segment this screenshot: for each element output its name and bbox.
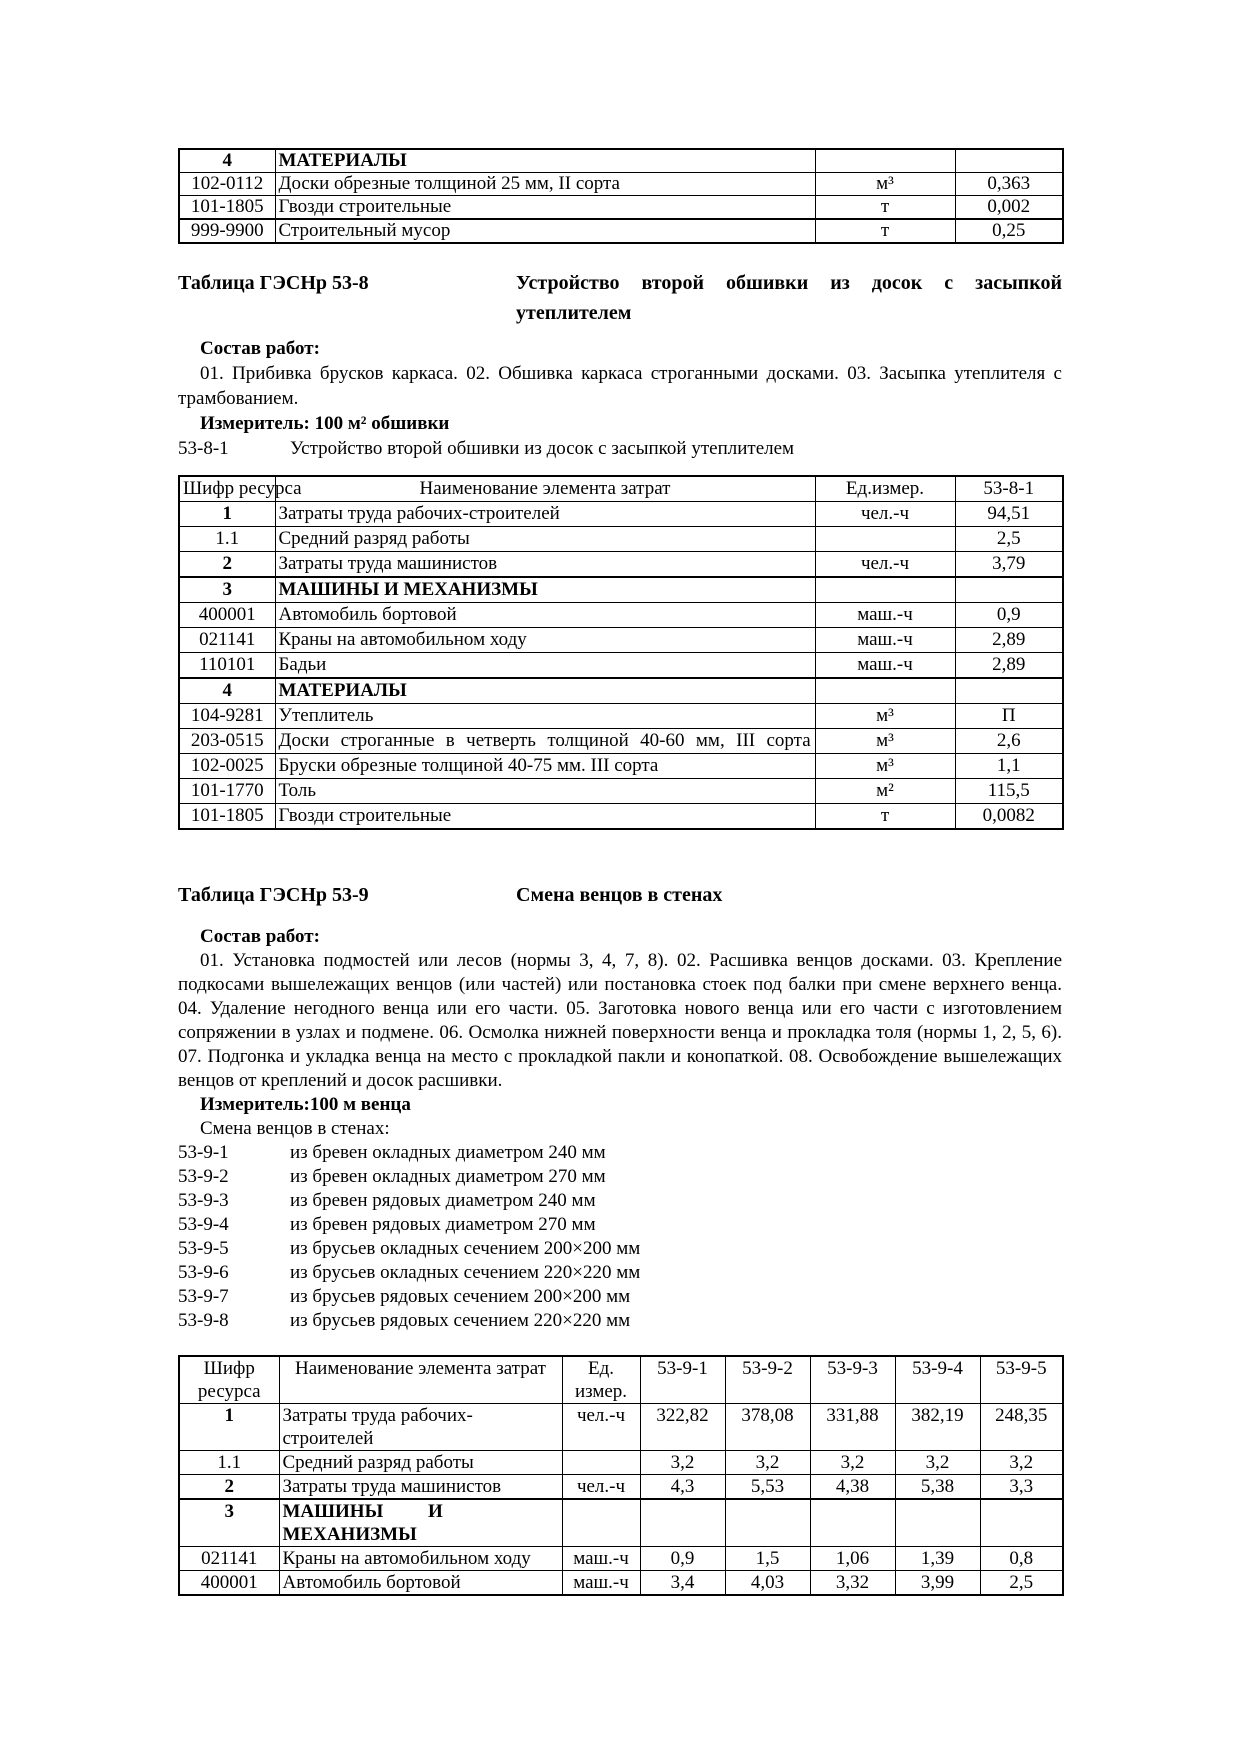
cell-code: 101-1805	[179, 196, 275, 220]
cell-unit: м³	[815, 729, 955, 754]
cell-code: 400001	[179, 603, 275, 628]
cell-value: 0,002	[955, 196, 1063, 220]
table-row	[179, 1404, 1063, 1451]
cell-unit: т	[815, 196, 955, 220]
table-row	[179, 219, 1063, 243]
cell-unit	[815, 577, 955, 603]
cell-value: 1,5	[725, 1547, 810, 1571]
cell-unit: чел.-ч	[562, 1404, 640, 1451]
cost-table-53-9	[178, 1355, 1064, 1596]
cell-value: 0,9	[955, 603, 1063, 628]
table-row	[179, 729, 1063, 754]
header-norm-53-9-5: 53-9-5	[980, 1356, 1063, 1404]
header-norm: 53-8-1	[955, 476, 1063, 502]
cell-unit	[815, 527, 955, 552]
norm-line	[178, 1237, 1062, 1261]
cell-name: Доски строганные в четверть толщиной 40-60 мм, III сорта	[275, 729, 815, 754]
norm-code: 53-9-2	[178, 1166, 229, 1187]
cell-unit	[815, 678, 955, 704]
cell-value: 4,03	[725, 1571, 810, 1596]
cell-value: 2,89	[955, 628, 1063, 653]
norm-line	[178, 1165, 1062, 1189]
norm-list	[178, 1141, 1062, 1333]
cell-value: 5,38	[895, 1475, 980, 1500]
cell-value: 1,1	[955, 754, 1063, 779]
table-row	[179, 653, 1063, 679]
cell-code: 101-1805	[179, 804, 275, 830]
cell-value: 322,82	[640, 1404, 725, 1451]
cell-code: 1.1	[179, 527, 275, 552]
cell-code: 102-0112	[179, 173, 275, 196]
table-row	[179, 804, 1063, 830]
cell-value: 3,2	[725, 1451, 810, 1475]
cell-code: 021141	[179, 1547, 279, 1571]
cell-name: Затраты труда машинистов	[275, 552, 815, 578]
cell-unit: маш.-ч	[815, 603, 955, 628]
cell-value: 3,3	[980, 1475, 1063, 1500]
norm-line	[178, 1285, 1062, 1309]
cell-unit	[562, 1451, 640, 1475]
cell-name: Средний разряд работы	[279, 1451, 562, 1475]
cell-value: 4,3	[640, 1475, 725, 1500]
work-scope-text: 01. Установка подмостей или лесов (нормы 3, 4, 7, 8). 02. Расшивка венцов досками. 03. Крепление подкосами вышележащих венцов (или частей) или постановка стоек под балки при смене верхнего венца. 04. Удаление негодного венца или его части. 05. Заготовка нового венца или его части с изготовлением сопряжении в узлах и подмене. 06. Осмолка нижней поверхности венца и прокладка толя (нормы 1, 2, 5, 6). 07. Подгонка и укладка венца на место с прокладкой пакли и конопаткой. 08. Освобождение вышележащих венцов от креплений и досок расшивки.	[178, 950, 1062, 1091]
table-row	[179, 502, 1063, 527]
cell-name: МАШИНЫ И МЕХАНИЗМЫ	[275, 577, 815, 603]
cell-name: МАТЕРИАЛЫ	[275, 678, 815, 704]
cell-value: 5,53	[725, 1475, 810, 1500]
cell-unit: чел.-ч	[815, 502, 955, 527]
cell-unit: м³	[815, 173, 955, 196]
cell-value	[725, 1499, 810, 1547]
cell-value: 0,25	[955, 219, 1063, 243]
cell-unit: т	[815, 219, 955, 243]
cell-value: 3,2	[895, 1451, 980, 1475]
cell-code: 021141	[179, 628, 275, 653]
cell-value: 3,2	[810, 1451, 895, 1475]
table-label: Таблица ГЭСНр 53-8	[178, 272, 369, 294]
work-scope-heading: Состав работ:	[200, 338, 320, 359]
table-caption-53-8	[178, 268, 1062, 328]
norm-title: из бревен окладных диаметром 240 мм	[290, 1142, 606, 1163]
cell-unit: чел.-ч	[562, 1475, 640, 1500]
table-row	[179, 628, 1063, 653]
cell-value: 0,363	[955, 173, 1063, 196]
cell-name: Автомобиль бортовой	[275, 603, 815, 628]
cell-value: 3,32	[810, 1571, 895, 1596]
norm-line	[178, 1309, 1062, 1333]
cell-value: 3,79	[955, 552, 1063, 578]
cell-code: 3	[179, 1499, 279, 1547]
cell-unit	[815, 149, 955, 173]
cell-name: Затраты труда машинистов	[279, 1475, 562, 1500]
norm-line	[178, 1213, 1062, 1237]
cell-code: 1.1	[179, 1451, 279, 1475]
norm-title: из брусьев рядовых сечением 200×200 мм	[290, 1286, 631, 1307]
norm-title: из брусьев окладных сечением 220×220 мм	[290, 1262, 641, 1283]
header-resource-code: Шифр ресурса	[179, 476, 275, 502]
cell-name: МАШИНЫ И МЕХАНИЗМЫ	[279, 1499, 562, 1547]
norm-line	[178, 1141, 1062, 1165]
cell-value: 94,51	[955, 502, 1063, 527]
cell-value: 115,5	[955, 779, 1063, 804]
cell-code: 4	[179, 678, 275, 704]
cell-name: Краны на автомобильном ходу	[279, 1547, 562, 1571]
cell-unit: маш.-ч	[815, 628, 955, 653]
section-53-8	[178, 268, 1062, 830]
table-header-row	[179, 476, 1063, 502]
cell-name: Затраты труда рабочих-строителей	[275, 502, 815, 527]
header-resource-code: Шифр ресурса	[179, 1356, 279, 1404]
table-row	[179, 779, 1063, 804]
cell-unit: м³	[815, 704, 955, 729]
cell-unit: маш.-ч	[562, 1571, 640, 1596]
cell-code: 104-9281	[179, 704, 275, 729]
cell-name: МАТЕРИАЛЫ	[275, 149, 815, 173]
section-53-9	[178, 880, 1062, 1596]
cell-value	[955, 577, 1063, 603]
cell-value: 3,99	[895, 1571, 980, 1596]
cell-unit: м³	[815, 754, 955, 779]
cell-value	[810, 1499, 895, 1547]
table-caption-53-9	[178, 880, 1062, 910]
cell-value: 1,06	[810, 1547, 895, 1571]
cell-value	[955, 678, 1063, 704]
cell-value: 248,35	[980, 1404, 1063, 1451]
cell-code: 1	[179, 1404, 279, 1451]
cell-code: 2	[179, 1475, 279, 1500]
cell-name: Бадьи	[275, 653, 815, 679]
norm-title: из бревен рядовых диаметром 270 мм	[290, 1214, 596, 1235]
cell-name: Краны на автомобильном ходу	[275, 628, 815, 653]
table-row	[179, 1475, 1063, 1500]
cost-table-53-8	[178, 475, 1064, 830]
cell-code: 3	[179, 577, 275, 603]
cell-name: Затраты труда рабочих-строителей	[279, 1404, 562, 1451]
table-row	[179, 196, 1063, 220]
table-row	[179, 552, 1063, 578]
cell-name: Утеплитель	[275, 704, 815, 729]
cell-value: 4,38	[810, 1475, 895, 1500]
cell-code: 2	[179, 552, 275, 578]
cell-unit: м²	[815, 779, 955, 804]
table-title: Устройство второй обшивки из досок с засыпкой утеплителем	[516, 272, 1062, 324]
norm-title: из бревен окладных диаметром 270 мм	[290, 1166, 606, 1187]
measure-unit-line: Измеритель: 100 м² обшивки	[200, 413, 450, 434]
norm-title: из бревен рядовых диаметром 240 мм	[290, 1190, 596, 1211]
norm-code: 53-8-1	[178, 438, 229, 459]
cell-name: Гвозди строительные	[275, 804, 815, 830]
cell-unit: маш.-ч	[562, 1547, 640, 1571]
cell-value: П	[955, 704, 1063, 729]
norm-title: из брусьев рядовых сечением 220×220 мм	[290, 1310, 631, 1331]
table-section-row	[179, 577, 1063, 603]
cell-value	[640, 1499, 725, 1547]
cell-code: 110101	[179, 653, 275, 679]
header-unit: Ед. измер.	[562, 1356, 640, 1404]
header-element-name: Наименование элемента затрат	[279, 1356, 562, 1404]
header-norm-53-9-1: 53-9-1	[640, 1356, 725, 1404]
table-row	[179, 704, 1063, 729]
cell-value	[955, 149, 1063, 173]
norm-code: 53-9-5	[178, 1238, 229, 1259]
cell-value: 0,8	[980, 1547, 1063, 1571]
cell-value	[895, 1499, 980, 1547]
cell-value: 3,2	[980, 1451, 1063, 1475]
header-norm-53-9-3: 53-9-3	[810, 1356, 895, 1404]
header-norm-53-9-2: 53-9-2	[725, 1356, 810, 1404]
table-row	[179, 527, 1063, 552]
norm-code: 53-9-8	[178, 1310, 229, 1331]
header-element-name: Наименование элемента затрат	[275, 476, 815, 502]
cell-value: 2,5	[955, 527, 1063, 552]
cell-name: Средний разряд работы	[275, 527, 815, 552]
cell-unit	[562, 1499, 640, 1547]
norm-code: 53-9-3	[178, 1190, 229, 1211]
materials-continuation-table	[178, 148, 1064, 244]
table-header-row	[179, 1356, 1063, 1404]
cell-value: 2,5	[980, 1571, 1063, 1596]
cell-code: 999-9900	[179, 219, 275, 243]
cell-name: Гвозди строительные	[275, 196, 815, 220]
cell-value: 382,19	[895, 1404, 980, 1451]
norm-code: 53-9-6	[178, 1262, 229, 1283]
header-norm-53-9-4: 53-9-4	[895, 1356, 980, 1404]
cell-value: 2,89	[955, 653, 1063, 679]
cell-name: Бруски обрезные толщиной 40-75 мм. III сорта	[275, 754, 815, 779]
work-scope-heading: Состав работ:	[200, 926, 320, 947]
cell-name: Толь	[275, 779, 815, 804]
cell-code: 400001	[179, 1571, 279, 1596]
table-row	[179, 173, 1063, 196]
measure-unit-line: Измеритель:100 м венца	[200, 1094, 411, 1115]
norm-code: 53-9-4	[178, 1214, 229, 1235]
table-row	[179, 1547, 1063, 1571]
table-title: Смена венцов в стенах	[516, 884, 723, 906]
cell-value: 0,0082	[955, 804, 1063, 830]
table-row	[179, 603, 1063, 628]
norm-code: 53-9-1	[178, 1142, 229, 1163]
cell-code: 1	[179, 502, 275, 527]
cell-value: 331,88	[810, 1404, 895, 1451]
cell-value: 378,08	[725, 1404, 810, 1451]
cell-unit: маш.-ч	[815, 653, 955, 679]
cell-unit: т	[815, 804, 955, 830]
cell-value	[980, 1499, 1063, 1547]
cell-name: Строительный мусор	[275, 219, 815, 243]
norm-line	[178, 436, 1062, 461]
cell-name: Доски обрезные толщиной 25 мм, II сорта	[275, 173, 815, 196]
table-row	[179, 1571, 1063, 1596]
cell-value: 3,2	[640, 1451, 725, 1475]
norm-title: Устройство второй обшивки из досок с засыпкой утеплителем	[290, 438, 795, 459]
header-unit: Ед.измер.	[815, 476, 955, 502]
table-row	[179, 149, 1063, 173]
norm-line	[178, 1261, 1062, 1285]
cell-name: Автомобиль бортовой	[279, 1571, 562, 1596]
table-section-row	[179, 1499, 1063, 1547]
cell-code: 102-0025	[179, 754, 275, 779]
cell-code: 101-1770	[179, 779, 275, 804]
norm-code: 53-9-7	[178, 1286, 229, 1307]
norm-list-intro: Смена венцов в стенах:	[200, 1118, 390, 1139]
cell-code: 4	[179, 149, 275, 173]
table-label: Таблица ГЭСНр 53-9	[178, 884, 369, 906]
cell-value: 2,6	[955, 729, 1063, 754]
table-row	[179, 1451, 1063, 1475]
norm-line	[178, 1189, 1062, 1213]
cell-value: 3,4	[640, 1571, 725, 1596]
work-scope-text: 01. Прибивка брусков каркаса. 02. Обшивка каркаса строганными досками. 03. Засыпка утеплителя с трамбованием.	[178, 363, 1062, 409]
cell-value: 0,9	[640, 1547, 725, 1571]
cell-value: 1,39	[895, 1547, 980, 1571]
norm-title: из брусьев окладных сечением 200×200 мм	[290, 1238, 641, 1259]
cell-unit: чел.-ч	[815, 552, 955, 578]
table-row	[179, 754, 1063, 779]
cell-code: 203-0515	[179, 729, 275, 754]
table-section-row	[179, 678, 1063, 704]
